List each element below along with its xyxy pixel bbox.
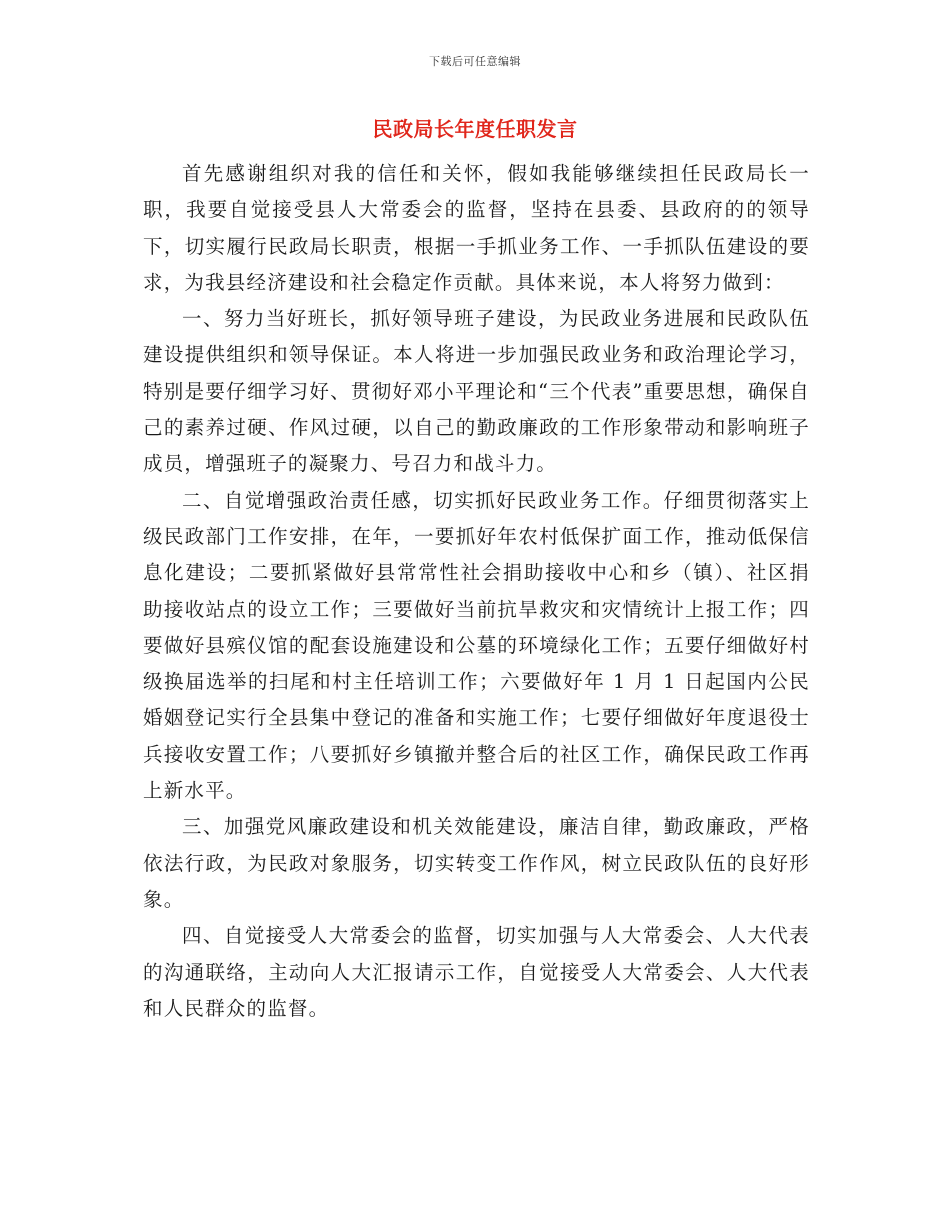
document-body (143, 156, 810, 1027)
paragraph-intro: 首先感谢组织对我的信任和关怀，假如我能够继续担任民政局长一职，我要自觉接受县人大常委会的监督，坚持在县委、县政府的的领导下，切实履行民政局长职责，根据一手抓业务工作、一手抓队伍建设的要求，为我县经济建设和社会稳定作贡献。具体来说，本人将努力做到： (143, 162, 810, 294)
page-title: 民政局长年度任职发言 (372, 117, 578, 141)
header-note: 下载后可任意编辑 (429, 55, 521, 68)
paragraph-4: 四、自觉接受人大常委会的监督，切实加强与人大常委会、人大代表的沟通联络，主动向人大汇报请示工作，自觉接受人大常委会、人大代表和人民群众的监督。 (143, 924, 810, 1020)
paragraph-2: 二、自觉增强政治责任感，切实抓好民政业务工作。仔细贯彻落实上级民政部门工作安排，在年，一要抓好年农村低保扩面工作，推动低保信息化建设；二要抓紧做好县常常性社会捐助接收中心和乡（镇）、社区捐助接收站点的设立工作；三要做好当前抗旱救灾和灾情统计上报工作；四要做好县殡仪馆的配套设施建设和公墓的环境绿化工作；五要仔细做好村级换届选举的扫尾和村主任培训工作；六要做好年 1 月 1 日起国内公民婚姻登记实行全县集中登记的准备和实施工作；七要仔细做好年度退役士兵接收安置工作；八要抓好乡镇撤并整合后的社区工作，确保民政工作再上新水平。 (143, 488, 810, 803)
paragraph-1: 一、努力当好班长，抓好领导班子建设，为民政业务进展和民政队伍建设提供组织和领导保证。本人将进一步加强民政业务和政治理论学习，特别是要仔细学习好、贯彻好邓小平理论和“三个代表”重要思想，确保自己的素养过硬、作风过硬，以自己的勤政廉政的工作形象带动和影响班子成员，增强班子的凝聚力、号召力和战斗力。 (143, 307, 810, 476)
paragraph-3: 三、加强党风廉政建设和机关效能建设，廉洁自律，勤政廉政，严格依法行政，为民政对象服务，切实转变工作作风，树立民政队伍的良好形象。 (143, 815, 810, 911)
